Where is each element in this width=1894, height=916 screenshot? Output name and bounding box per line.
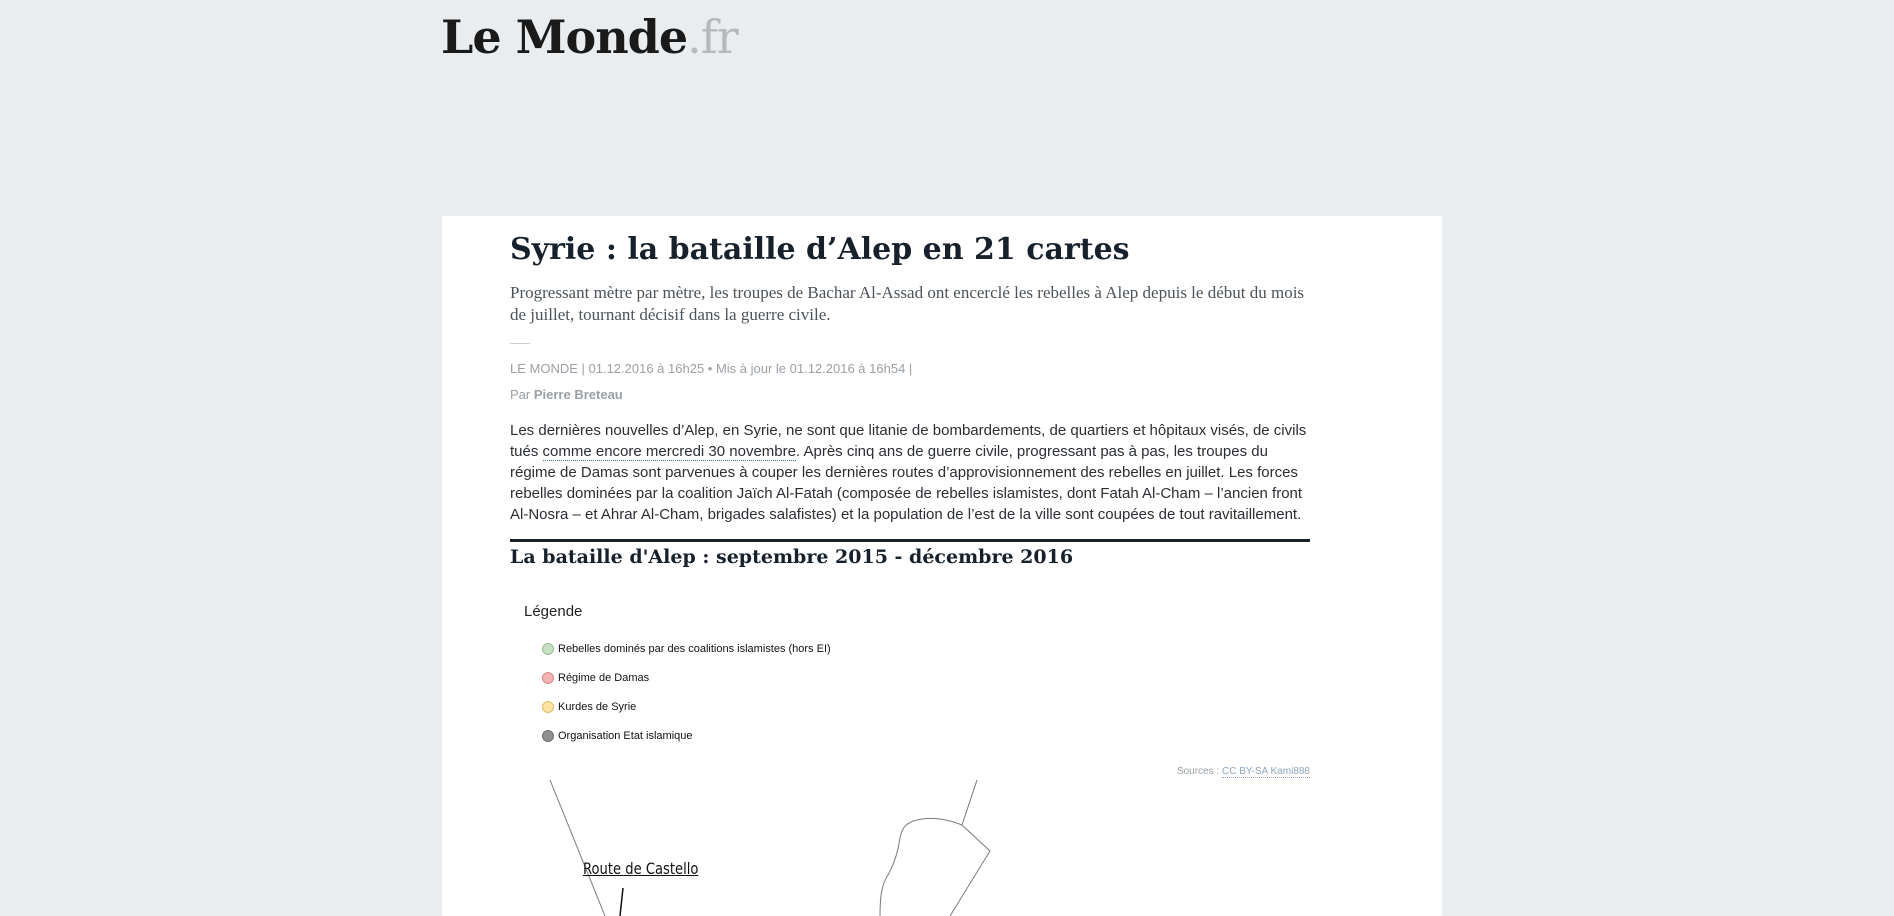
header-separator <box>510 343 530 344</box>
legend-swatch-icon <box>542 730 554 742</box>
article-author <box>510 387 623 402</box>
legend-item <box>542 692 831 721</box>
body-link[interactable]: comme encore mercredi 30 novembre <box>542 443 796 460</box>
map-sources <box>1177 766 1310 777</box>
author-prefix: Par <box>510 387 531 402</box>
body-text-2: . Après cinq ans de guerre civile, progressant pas à pas, les troupes du régime de Damas sont parvenues à couper les dernières routes d’approvisionnement des rebelles en juillet. Les forces rebelles dominées par la coalition Jaïch Al-Fatah (composée de rebelles islamistes, dont Fatah Al-Cham – l’ancien front Al-Nosra – et Ahrar Al-Cham, brigades salafistes) et la population de l’est de la ville sont coupées de tout ravitaillement. <box>510 443 1303 523</box>
body-text-1: Les dernières nouvelles d’Alep, en Syrie, ne sont que litanie de bombardements, de quartiers et hôpitaux visés, de civils tués <box>510 422 1307 460</box>
site-logo[interactable] <box>441 10 738 64</box>
map-title: La bataille d'Alep : septembre 2015 - décembre 2016 <box>510 546 1074 568</box>
map-route-pointer <box>620 888 623 916</box>
legend-label: Kurdes de Syrie <box>558 700 637 713</box>
legend-swatch-icon <box>542 672 554 684</box>
article-title: Syrie : la bataille d’Alep en 21 cartes <box>510 232 1130 267</box>
sources-prefix: Sources : <box>1176 766 1220 777</box>
route-castello-label: Route de Castello <box>583 859 699 878</box>
article-meta: LE MONDE | 01.12.2016 à 16h25 • Mis à jour le 01.12.2016 à 16h54 | <box>510 361 913 376</box>
legend-label: Régime de Damas <box>558 671 650 684</box>
legend-label: Rebelles dominés par des coalitions islamistes (hors EI) <box>558 642 831 655</box>
article-body <box>510 420 1315 525</box>
map-road-line <box>550 780 605 916</box>
logo-name: Le Monde <box>441 10 688 64</box>
legend-item <box>542 663 831 692</box>
legend-label: Organisation Etat islamique <box>558 729 693 742</box>
legend-swatch-icon <box>542 643 554 655</box>
legend <box>542 634 831 750</box>
article-container <box>442 216 1442 916</box>
author-name[interactable]: Pierre Breteau <box>533 387 623 402</box>
sources-link[interactable]: CC BY-SA Kami888 <box>1221 766 1310 777</box>
map-district-outline <box>880 780 990 916</box>
map-section-rule <box>510 539 1310 542</box>
article-subtitle: Progressant mètre par mètre, les troupes de Bachar Al-Assad ont encerclé les rebelles à Alep depuis le début du mois de juillet, tournant décisif dans la guerre civile. <box>510 283 1305 324</box>
legend-swatch-icon <box>542 701 554 713</box>
legend-item <box>542 721 831 750</box>
logo-tld: .fr <box>687 10 738 64</box>
aleppo-map <box>510 780 1310 916</box>
legend-item <box>542 634 831 663</box>
legend-title: Légende <box>524 603 583 620</box>
